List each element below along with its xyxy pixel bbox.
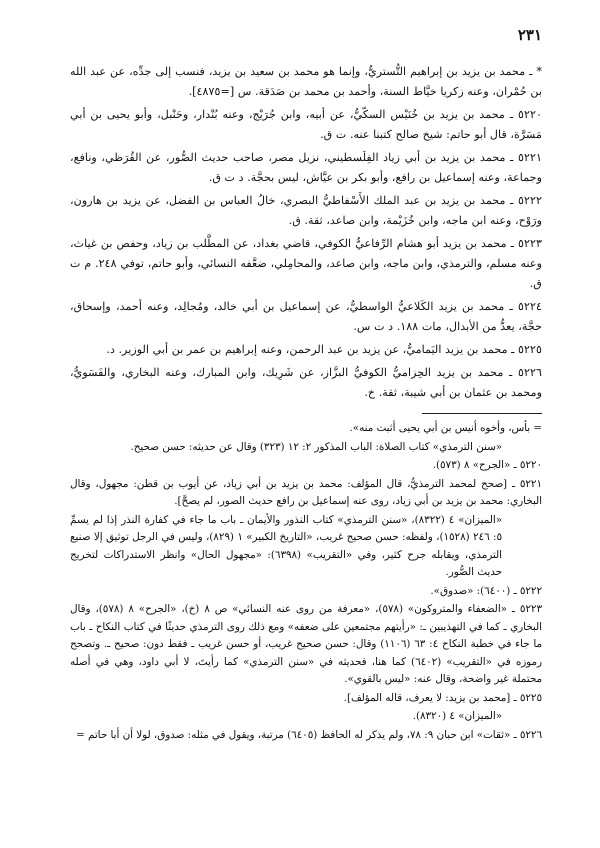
footnote-item: ٥٢٢١ ـ [صحح لمحمد الترمذيُّ، قال المؤلف: محمد بن يزيد بن أبي زياد، عن أيوب بن قطن: مجهول، وقال البخاري: محمد بن يزيد بن أبي زياد، روى عنه إسماعيل بن رافع حديث الصور، لم يصحَّ].: [70, 477, 542, 507]
entry-item: ٥٢٢٥ ـ محمد بن يزيد اليَماميُّ، عن يزيد بن عبد الرحمن، وعنه إبراهيم بن عمر بن أبي الوزير. د.: [106, 343, 542, 356]
footnote-item: «سنن الترمذي» كتاب الصلاة: الباب المذكور ٢: ١٢ (٣٢٣) وقال عن حديثه: حسن صحيح.: [130, 440, 502, 453]
footnote-item: ٥٢٢٦ ـ «ثقات» ابن حبان ٩: ٧٨، ولم يذكر له الحافظ (٦٤٠٥) مرتبة، ويقول في مثله: صدوق، لولا أن أبا حاتم =: [76, 728, 542, 741]
footnote-item: ٥٢٢٥ ـ [محمد بن يزيد: لا يعرف، قاله المؤلف].: [343, 691, 542, 704]
entry-item: * ـ محمد بن يزيد بن إبراهيم التُّستريُّ، وإنما هو محمد بن سعيد بن يزيد، فنسب إلى جدِّه، عن عبد الله بن حُمْران، وعنه زكريا خيَّاط السنة، وأحمد بن محمد بن صَدَقة. س [=٤٨٧٥].: [70, 65, 542, 98]
footnote-item: = بأس، وأخوه أنيس بن أبي يحيى أثبت منه».: [349, 422, 542, 434]
entry-item: ٥٢٢٣ ـ محمد بن يزيد أبو هشام الرِّفاعيُّ الكوفي، قاضي بغداد، عن المطَّلب بن زياد، وحفص بن غياث، وعنه مسلم، والترمذي، وابن ماجه، وابن صاعد، والمحامِلي، ضعَّفه النسائي، وأبو حاتم، توفي ٢٤٨. م ت ق.: [70, 237, 542, 290]
main-entries: [70, 62, 542, 403]
footnote-item: ٥٢٢٢ ـ (٦٤٠٠): «صدوق».: [430, 584, 542, 597]
page-number: ٢٣١: [517, 26, 542, 44]
entry-item: ٥٢٢٦ ـ محمد بن يزيد الحِزاميُّ الكوفيُّ البزَّاز، عن شَرِيك، وابن المبارك، وعنه البخاري، والفَسَويُّ، ومحمد بن عثمان بن أبي شيبة، ثقة. خ.: [70, 366, 542, 399]
entry-item: ٥٢٢٠ ـ محمد بن يزيد بن خُنَيْس السكّيُّ، عن أبيه، وابن جُرَيْج، وعنه بُنْدار، وحَنْبل، وأبو يحيى بن أبي مَسَرَّة، قال أبو حاتم: شيخ صالح كتبنا عنه. ت ق.: [70, 108, 542, 141]
entry-item: ٥٢٢١ ـ محمد بن يزيد بن أبي زياد الفِلَسطيني، نزيل مصر، صاحب حديث الصُّور، عن القُرَظي، ونافع، وجماعة، وعنه إسماعيل بن رافع، وأبو بكر بن عيَّاش، ليس بحجَّة. د ت ق.: [70, 151, 542, 184]
footnote-item: «الميزان» ٤ (٨٣٢٢)، «سنن الترمذي» كتاب النذور والأيمان ـ باب ما جاء في كفارة النذر إذا لم يسمِّ ٥: ٢٤٦ (١٥٢٨)، ولفظه: حسن صحيح غريب، «التاريخ الكبير» ١ (٨٢٩)، وليس في الرجل توثيق إلا صنيع الترمذي، ويقابله جرح كثير، وفي «التقريب» (٦٣٩٨): «مجهول الحال» وانظر الاستدراكات لتخريج حديث الصُّور.: [70, 513, 503, 578]
entry-item: ٥٢٢٤ ـ محمد بن يزيد الكَلاعيُّ الواسطيُّ، عن إسماعيل بن أبي خالد، ومُجالِد، وعنه أحمد، وإسحاق، حجَّة، يعدُّ من الأبدال، مات ١٨٨. د ت س.: [70, 300, 542, 333]
footnote-item: «الميزان» ٤ (٨٣٢٠).: [412, 710, 502, 722]
footnotes: [70, 420, 542, 744]
entry-item: ٥٢٢٢ ـ محمد بن يزيد بن عبد الملك الأَسْفاطيُّ البصري، خالُ العباس بن الفضل، عن يزيد بن هارون، ورَوْح، وعنه ابن ماجه، وابن خُزَيْمة، وابن صاعد، ثقة. ق.: [70, 194, 542, 227]
footnote-item: ٥٢٢٣ ـ «الضعفاء والمتروكون» (٥٧٨)، «معرفة من روى عنه النسائي» ص ٨ (خ)، «الجرح» ٨ (٥٧٨)، وقال البخاري ـ كما في التهذيبين ـ: «رأيتهم مجتمعين على ضعفه» ومع ذلك روى الترمذي حديثًا في كتاب النكاح ـ باب ما جاء في خطبة النكاح ٤: ٦٣ (١١٠٦) وقال: حسن صحيح غريب، أو حسن غريب ـ فقط دون: صحيح ـ. وتصحح رموزه في «التقريب» (٦٤٠٢) كما هنا، فحديثه في «سنن الترمذي» كما رأيتَ، لا أبي داود، وهي في أصله محتملة غير واضحة، وقال عنه: «ليس بالقوي».: [70, 603, 542, 685]
footnote-item: ٥٢٢٠ ـ «الجرح» ٨ (٥٧٣).: [432, 459, 542, 471]
footnote-divider: [422, 413, 542, 414]
